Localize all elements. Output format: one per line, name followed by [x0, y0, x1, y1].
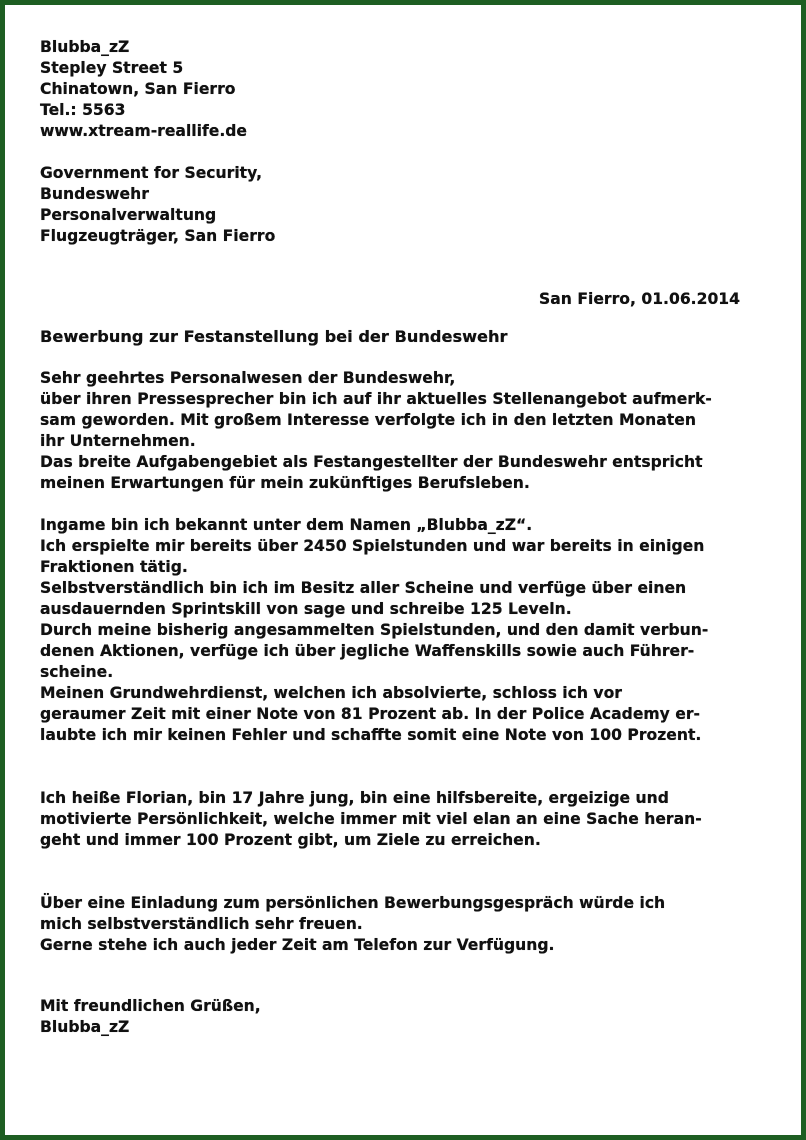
body-line: sam geworden. Mit großem Interesse verfolgte ich in den letzten Monaten [40, 411, 696, 429]
body-line: scheine. [40, 663, 114, 681]
subject-text: Bewerbung zur Festanstellung bei der Bundeswehr [40, 327, 508, 346]
body-line: denen Aktionen, verfüge ich über jegliche Waffenskills sowie auch Führer- [40, 642, 695, 660]
body-line: meinen Erwartungen für mein zukünftiges Berufsleben. [40, 474, 530, 492]
body-line: Ich heiße Florian, bin 17 Jahre jung, bin eine hilfsbereite, ergeizige und [40, 789, 669, 807]
recipient-line-2: Bundeswehr [40, 185, 149, 203]
body-line: Ich erspielte mir bereits über 2450 Spielstunden und war bereits in einigen [40, 537, 705, 555]
sender-website: www.xtream-reallife.de [40, 122, 248, 140]
sender-address [40, 37, 775, 142]
recipient-line-3: Personalverwaltung [40, 206, 217, 224]
body-paragraph-2 [40, 515, 775, 746]
letter-closing [40, 996, 775, 1038]
body-line: Gerne stehe ich auch jeder Zeit am Telefon zur Verfügung. [40, 936, 555, 954]
paragraph-gap [40, 851, 775, 893]
paragraph-gap [40, 746, 775, 788]
letter-subject [40, 326, 775, 347]
sender-name: Blubba_zZ [40, 38, 130, 56]
body-paragraph-4 [40, 893, 775, 956]
body-line: Selbstverständlich bin ich im Besitz aller Scheine und verfüge über einen [40, 579, 687, 597]
body-line: motivierte Persönlichkeit, welche immer mit viel elan an eine Sache heran- [40, 810, 702, 828]
body-paragraph-3 [40, 788, 775, 851]
body-line: laubte ich mir keinen Fehler und schaffte somit eine Note von 100 Prozent. [40, 726, 702, 744]
body-line: Über eine Einladung zum persönlichen Bewerbungsgespräch würde ich [40, 894, 666, 912]
body-line: geraumer Zeit mit einer Note von 81 Prozent ab. In der Police Academy er- [40, 705, 700, 723]
closing-greeting: Mit freundlichen Grüßen, [40, 997, 261, 1015]
sender-city: Chinatown, San Fierro [40, 80, 236, 98]
paragraph-gap [40, 494, 775, 515]
letter-body [40, 368, 775, 956]
letter-document [40, 37, 775, 1038]
sender-phone: Tel.: 5563 [40, 101, 126, 119]
body-line: Fraktionen tätig. [40, 558, 188, 576]
body-line: ausdauernden Sprintskill von sage und schreibe 125 Leveln. [40, 600, 572, 618]
recipient-address [40, 163, 775, 247]
body-paragraph-1 [40, 368, 775, 494]
body-line: geht und immer 100 Prozent gibt, um Ziele zu erreichen. [40, 831, 541, 849]
body-line: ihr Unternehmen. [40, 432, 196, 450]
body-line: über ihren Pressesprecher bin ich auf ihr aktuelles Stellenangebot aufmerk- [40, 390, 712, 408]
body-line: Ingame bin ich bekannt unter dem Namen „Blubba_zZ“. [40, 516, 533, 534]
body-line: Das breite Aufgabengebiet als Festangestellter der Bundeswehr entspricht [40, 453, 703, 471]
body-line: mich selbstverständlich sehr freuen. [40, 915, 363, 933]
letter-date: San Fierro, 01.06.2014 [539, 290, 740, 308]
body-line: Meinen Grundwehrdienst, welchen ich absolvierte, schloss ich vor [40, 684, 622, 702]
body-line: Sehr geehrtes Personalwesen der Bundeswehr, [40, 369, 456, 387]
sender-street: Stepley Street 5 [40, 59, 184, 77]
recipient-line-4: Flugzeugträger, San Fierro [40, 227, 276, 245]
closing-signature: Blubba_zZ [40, 1018, 130, 1036]
body-line: Durch meine bisherig angesammelten Spielstunden, und den damit verbun- [40, 621, 709, 639]
recipient-line-1: Government for Security, [40, 164, 262, 182]
